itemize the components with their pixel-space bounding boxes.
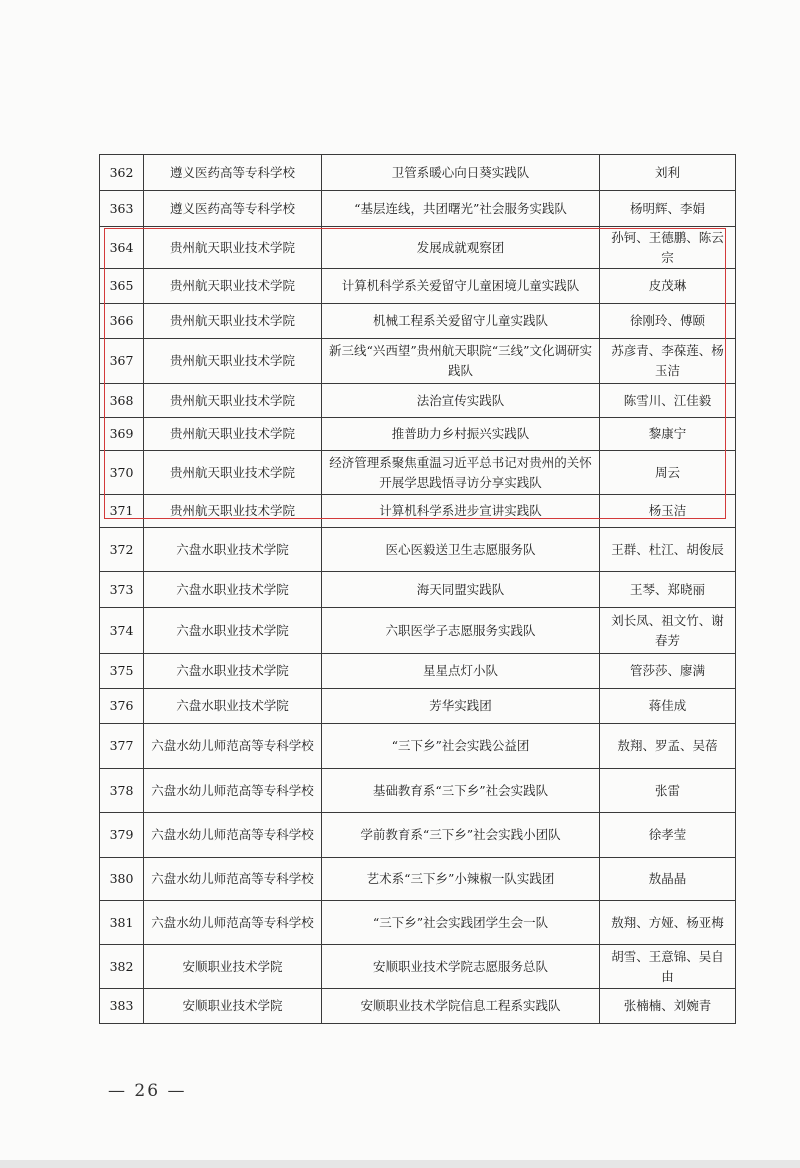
table-row: [100, 689, 736, 724]
school-name: 安顺职业技术学院: [144, 989, 322, 1024]
table-row: [100, 813, 736, 858]
leader-names: 刘利: [600, 155, 736, 191]
team-name: 新三线“兴西望”贵州航天职院“三线”文化调研实践队: [322, 339, 600, 384]
leader-names: 王琴、郑晓丽: [600, 572, 736, 608]
team-name: 艺术系“三下乡”小辣椒一队实践团: [322, 858, 600, 901]
leader-names: 胡雪、王意锦、吴自由: [600, 945, 736, 989]
leader-names: 陈雪川、江佳毅: [600, 384, 736, 418]
page-bottom-edge: [0, 1160, 800, 1168]
school-name: 贵州航天职业技术学院: [144, 269, 322, 304]
school-name: 六盘水幼儿师范高等专科学校: [144, 769, 322, 813]
page-number: — 26 —: [108, 1081, 187, 1101]
leader-names: 皮茂琳: [600, 269, 736, 304]
team-name: “三下乡”社会实践团学生会一队: [322, 901, 600, 945]
leader-names: 杨明辉、李娟: [600, 191, 736, 227]
leader-names: 张雷: [600, 769, 736, 813]
team-name: 发展成就观察团: [322, 227, 600, 269]
table-row: [100, 654, 736, 689]
row-number: 366: [100, 304, 144, 339]
table-row: [100, 724, 736, 769]
leader-names: 管莎莎、廖满: [600, 654, 736, 689]
school-name: 六盘水幼儿师范高等专科学校: [144, 901, 322, 945]
row-number: 370: [100, 451, 144, 495]
row-number: 371: [100, 495, 144, 528]
leader-names: 周云: [600, 451, 736, 495]
team-name: 海天同盟实践队: [322, 572, 600, 608]
school-name: 贵州航天职业技术学院: [144, 227, 322, 269]
school-name: 贵州航天职业技术学院: [144, 418, 322, 451]
row-number: 377: [100, 724, 144, 769]
leader-names: 苏彦青、李葆莲、杨玉洁: [600, 339, 736, 384]
leader-names: 徐孝莹: [600, 813, 736, 858]
leader-names: 孙钶、王德鹏、陈云宗: [600, 227, 736, 269]
table-row: [100, 608, 736, 654]
row-number: 380: [100, 858, 144, 901]
school-name: 六盘水职业技术学院: [144, 689, 322, 724]
table-row: [100, 304, 736, 339]
row-number: 378: [100, 769, 144, 813]
leader-names: 徐刚玲、傅颐: [600, 304, 736, 339]
school-name: 贵州航天职业技术学院: [144, 451, 322, 495]
school-name: 遵义医药高等专科学校: [144, 155, 322, 191]
row-number: 376: [100, 689, 144, 724]
row-number: 375: [100, 654, 144, 689]
school-name: 六盘水职业技术学院: [144, 528, 322, 572]
team-name: 推普助力乡村振兴实践队: [322, 418, 600, 451]
row-number: 381: [100, 901, 144, 945]
row-number: 369: [100, 418, 144, 451]
table-row: [100, 945, 736, 989]
team-name: “基层连线，共团曙光”社会服务实践队: [322, 191, 600, 227]
table-row: [100, 572, 736, 608]
team-name: 法治宣传实践队: [322, 384, 600, 418]
row-number: 368: [100, 384, 144, 418]
row-number: 372: [100, 528, 144, 572]
school-name: 安顺职业技术学院: [144, 945, 322, 989]
table-row: [100, 451, 736, 495]
school-name: 贵州航天职业技术学院: [144, 384, 322, 418]
table-row: [100, 191, 736, 227]
table-row: [100, 528, 736, 572]
team-name: 星星点灯小队: [322, 654, 600, 689]
school-name: 贵州航天职业技术学院: [144, 495, 322, 528]
team-name: 学前教育系“三下乡”社会实践小团队: [322, 813, 600, 858]
team-name: 安顺职业技术学院志愿服务总队: [322, 945, 600, 989]
table-row: [100, 339, 736, 384]
table-row: [100, 418, 736, 451]
row-number: 362: [100, 155, 144, 191]
team-name: 芳华实践团: [322, 689, 600, 724]
school-name: 六盘水幼儿师范高等专科学校: [144, 858, 322, 901]
school-name: 六盘水职业技术学院: [144, 608, 322, 654]
table-row: [100, 901, 736, 945]
leader-names: 敖翔、方娅、杨亚梅: [600, 901, 736, 945]
leader-names: 刘长凤、祖文竹、谢春芳: [600, 608, 736, 654]
row-number: 373: [100, 572, 144, 608]
leader-names: 王群、杜江、胡俊辰: [600, 528, 736, 572]
team-name: 机械工程系关爱留守儿童实践队: [322, 304, 600, 339]
leader-names: 敖晶晶: [600, 858, 736, 901]
table-row: [100, 858, 736, 901]
school-name: 六盘水职业技术学院: [144, 572, 322, 608]
row-number: 383: [100, 989, 144, 1024]
table-row: [100, 769, 736, 813]
row-number: 374: [100, 608, 144, 654]
team-name: 经济管理系聚焦重温习近平总书记对贵州的关怀开展学思践悟寻访分享实践队: [322, 451, 600, 495]
team-name: 卫管系暖心向日葵实践队: [322, 155, 600, 191]
leader-names: 黎康宁: [600, 418, 736, 451]
team-name: 医心医毅送卫生志愿服务队: [322, 528, 600, 572]
school-name: 六盘水幼儿师范高等专科学校: [144, 813, 322, 858]
table-row: [100, 155, 736, 191]
team-roster-table: [99, 154, 736, 1024]
team-name: 基础教育系“三下乡”社会实践队: [322, 769, 600, 813]
row-number: 367: [100, 339, 144, 384]
table-row: [100, 227, 736, 269]
team-name: “三下乡”社会实践公益团: [322, 724, 600, 769]
leader-names: 张楠楠、刘婉青: [600, 989, 736, 1024]
table-row: [100, 989, 736, 1024]
team-name: 计算机科学系关爱留守儿童困境儿童实践队: [322, 269, 600, 304]
team-name: 安顺职业技术学院信息工程系实践队: [322, 989, 600, 1024]
leader-names: 蒋佳成: [600, 689, 736, 724]
leader-names: 杨玉洁: [600, 495, 736, 528]
school-name: 六盘水幼儿师范高等专科学校: [144, 724, 322, 769]
table-row: [100, 384, 736, 418]
team-name: 六职医学子志愿服务实践队: [322, 608, 600, 654]
team-name: 计算机科学系进步宣讲实践队: [322, 495, 600, 528]
row-number: 382: [100, 945, 144, 989]
row-number: 365: [100, 269, 144, 304]
school-name: 六盘水职业技术学院: [144, 654, 322, 689]
row-number: 379: [100, 813, 144, 858]
school-name: 贵州航天职业技术学院: [144, 304, 322, 339]
leader-names: 敖翔、罗孟、吴蓓: [600, 724, 736, 769]
school-name: 遵义医药高等专科学校: [144, 191, 322, 227]
row-number: 364: [100, 227, 144, 269]
table-row: [100, 269, 736, 304]
school-name: 贵州航天职业技术学院: [144, 339, 322, 384]
table-row: [100, 495, 736, 528]
row-number: 363: [100, 191, 144, 227]
